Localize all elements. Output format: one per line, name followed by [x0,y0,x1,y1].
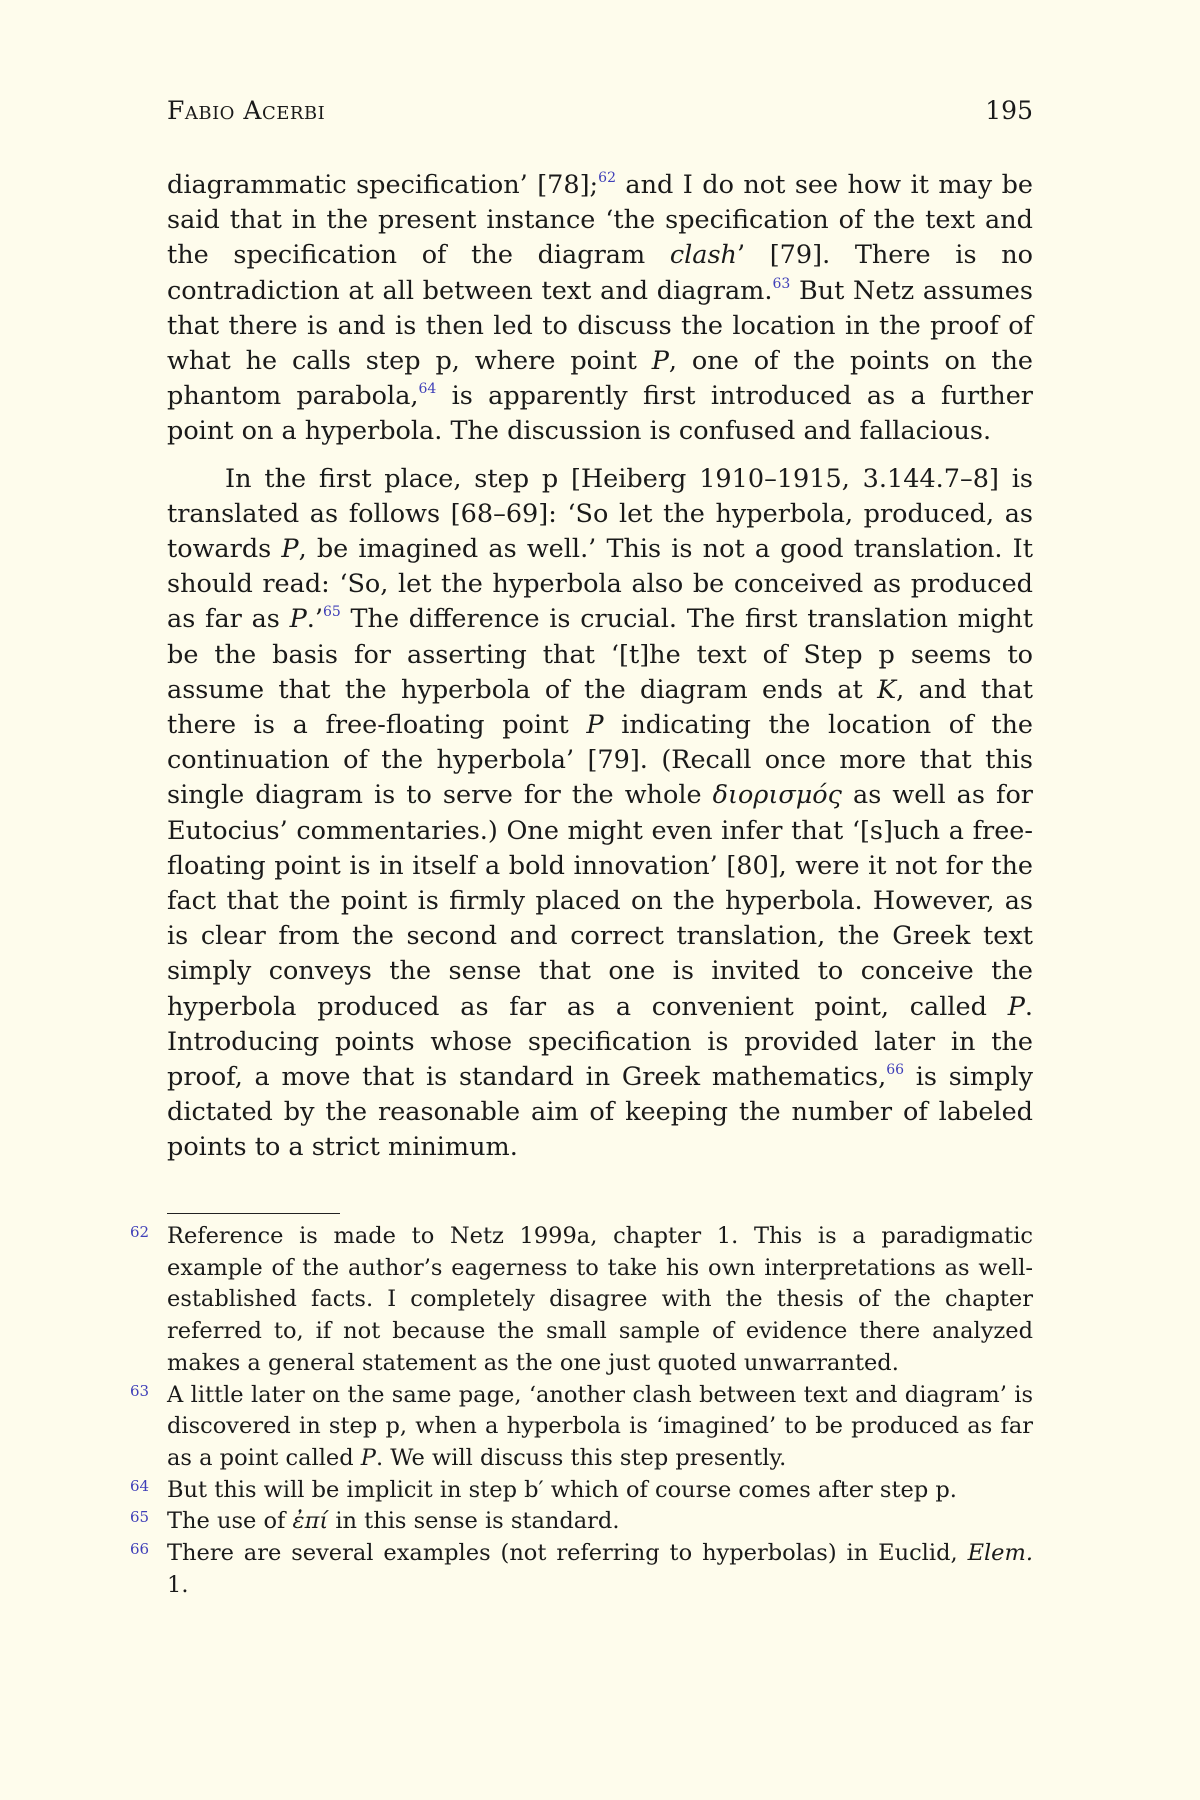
footnote-text [167,1538,1033,1601]
footnote [130,1475,1033,1507]
footnotes [130,1221,1033,1601]
footnote [130,1380,1033,1475]
emphasis-text: P [289,604,307,635]
text-run: , and that there is a free-floating point [167,674,1033,741]
text-run: A little later on the same page, ‘another clash between text and diagram’ is discovered in step p, when a hyperbola is ‘imagined’ to be produced as far as a point called [167,1381,1033,1471]
running-head [167,96,1033,125]
footnote-text [167,1475,1033,1507]
emphasis-text: ἐπί [292,1508,329,1535]
emphasis-text: K [877,674,897,705]
footnote-ref[interactable]: 64 [418,381,437,398]
footnote [130,1221,1033,1380]
footnote-number: 65 [130,1508,150,1527]
paragraph [167,168,1033,450]
text-run: But this will be implicit in step b′ which of course comes after step p. [167,1476,957,1503]
text-run: Reference is made to Netz 1999a, chapter 1. This is a paradigmatic example of the author’s eagerness to take his own interpretations as well-established facts. I completely disagree with the thesis of the chapter referred to, if not because the small sample of evidence there analyzed makes a general statement as the one just quoted unwarranted. [167,1223,1033,1376]
emphasis-text: clash [669,240,737,271]
text-run: and I do not see how it may be said that in the present instance ‘the specification of the text and the specification of the diagram [167,170,1033,271]
footnote [130,1538,1033,1601]
emphasis-text: P [1007,991,1025,1022]
text-run: 1. [167,1571,189,1598]
emphasis-text: διορισμός [712,780,842,811]
text-run: . We will discuss this step presently. [375,1444,787,1471]
emphasis-text: Elem. [967,1540,1033,1567]
text-run: diagrammatic specification’ [78]; [167,170,599,200]
text-run: But Netz assumes that there is and is then led to discuss the location in the proof of what he calls step p, where point [167,275,1033,377]
text-run: is simply dictated by the reasonable aim of keeping the number of labeled points to a strict minimum. [167,1062,1033,1163]
text-run: ’ [79]. There is no contradiction at all between text and diagram. [167,240,1033,306]
footnote-text [167,1380,1033,1475]
footnote-number: 64 [130,1476,150,1495]
emphasis-text: P [360,1444,376,1471]
text-run: .’ [306,604,323,635]
paragraph [167,462,1033,1166]
text-run: . Introducing points whose specification is provided later in the proof, a move that is standard in Greek mathematics, [167,991,1033,1093]
running-head-author: Fabio Acerbi [167,96,326,125]
emphasis-text: P [586,710,604,741]
text-run: The difference is crucial. The first translation might be the basis for asserting that ‘[t]he text of Step p seems to assume that the hyperbola of the diagram ends at [167,604,1033,705]
footnote-number: 62 [130,1223,150,1241]
text-run: as well as for Eutocius’ commentaries.) One might even infer that ‘[s]uch a free-floating point is in itself a bold innovation’ [80], were it not for the fact that the point is firmly placed on the hyperbola. However, as is clear from the second and correct translation, the Greek text simply conveys the sense that one is invited to conceive the hyperbola produced as far as a convenient point, called [167,780,1034,1022]
text-run: , one of the points on the phantom parabola, [167,346,1033,412]
footnote-ref[interactable]: 66 [886,1062,905,1079]
footnote-text [167,1221,1033,1380]
text-run: There are several examples (not referring to hyperbolas) in Euclid, [167,1540,968,1567]
footnote-text [167,1506,1033,1538]
footnote-rule [167,1213,340,1214]
footnote [130,1506,1033,1538]
text-run: The use of [167,1508,293,1535]
emphasis-text: P [281,534,299,565]
footnote-number: 66 [130,1540,150,1559]
body-text [167,168,1033,1166]
text-run: in this sense is standard. [328,1508,620,1535]
emphasis-text: P [651,346,669,377]
text-run: , be imagined as well.’ This is not a good translation. It should read: ‘So, let the hyperbola also be conceived as produced as far as [167,534,1033,635]
text-run: In the first place, step p [Heiberg 1910–1915, 3.144.7–8] is translated as follows [68–69]: ‘So let the hyperbola, produced, as towards [167,463,1033,565]
text-run: indicating the location of the continuation of the hyperbola’ [79]. (Recall once more that this single diagram is to serve for the whole [167,710,1033,811]
footnote-ref[interactable]: 65 [322,604,341,621]
footnote-number: 63 [130,1381,150,1400]
page-number: 195 [985,96,1033,125]
footnote-ref[interactable]: 62 [598,170,616,186]
footnote-ref[interactable]: 63 [772,275,791,292]
text-run: is apparently first introduced as a further point on a hyperbola. The discussion is confused and fallacious. [167,381,1033,447]
